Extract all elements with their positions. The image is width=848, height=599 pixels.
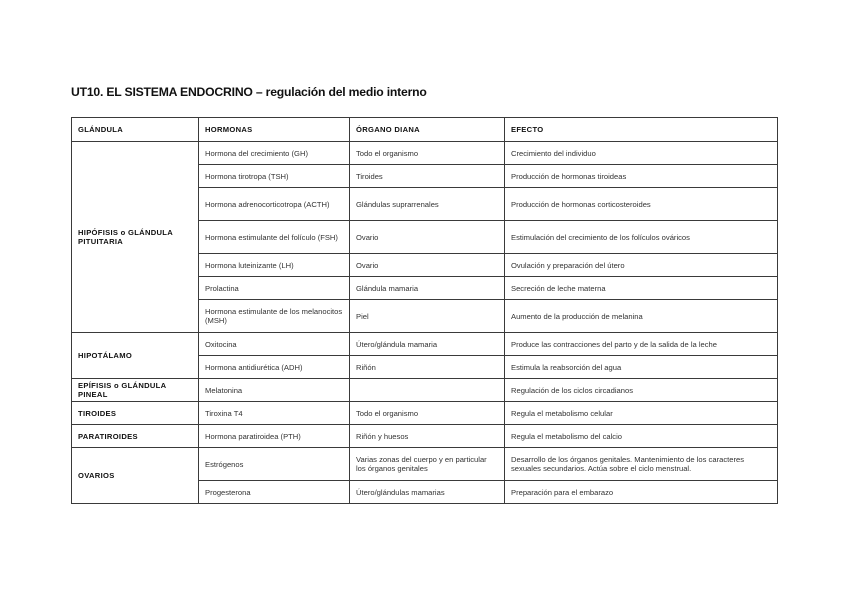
hormone-cell: Prolactina bbox=[199, 277, 350, 300]
page-title-main: UT10. EL SISTEMA ENDOCRINO bbox=[71, 85, 253, 99]
hormone-cell: Hormona luteinizante (LH) bbox=[199, 254, 350, 277]
effect-cell: Aumento de la producción de melanina bbox=[505, 300, 778, 333]
hormone-cell: Hormona antidiurética (ADH) bbox=[199, 356, 350, 379]
effect-cell: Regulación de los ciclos circadianos bbox=[505, 379, 778, 402]
effect-cell: Ovulación y preparación del útero bbox=[505, 254, 778, 277]
hormone-cell: Hormona del crecimiento (GH) bbox=[199, 142, 350, 165]
hormone-cell: Hormona estimulante de los melanocitos (MSH) bbox=[199, 300, 350, 333]
hormone-cell: Hormona paratiroidea (PTH) bbox=[199, 425, 350, 448]
gland-hipofisis: HIPÓFISIS o GLÁNDULA PITUITARIA bbox=[72, 142, 199, 333]
gland-epifisis: EPÍFISIS o GLÁNDULA PINEAL bbox=[72, 379, 199, 402]
table-row bbox=[72, 142, 778, 165]
target-organ-cell: Glándula mamaria bbox=[350, 277, 505, 300]
effect-cell: Secreción de leche materna bbox=[505, 277, 778, 300]
hormone-cell: Oxitocina bbox=[199, 333, 350, 356]
target-organ-cell: Ovario bbox=[350, 254, 505, 277]
target-organ-cell: Útero/glándulas mamarias bbox=[350, 481, 505, 504]
effect-cell: Estimulación del crecimiento de los folículos ováricos bbox=[505, 221, 778, 254]
hormone-cell: Hormona tirotropa (TSH) bbox=[199, 165, 350, 188]
target-organ-cell: Todo el organismo bbox=[350, 402, 505, 425]
table-row bbox=[72, 402, 778, 425]
hormone-cell: Hormona adrenocorticotropa (ACTH) bbox=[199, 188, 350, 221]
effect-cell: Crecimiento del individuo bbox=[505, 142, 778, 165]
target-organ-cell: Riñón y huesos bbox=[350, 425, 505, 448]
effect-cell: Regula el metabolismo del calcio bbox=[505, 425, 778, 448]
target-organ-cell: Ovario bbox=[350, 221, 505, 254]
table-row bbox=[72, 333, 778, 356]
effect-cell: Produce las contracciones del parto y de la salida de la leche bbox=[505, 333, 778, 356]
effect-cell: Estimula la reabsorción del agua bbox=[505, 356, 778, 379]
hormone-cell: Melatonina bbox=[199, 379, 350, 402]
gland-hipotalamo: HIPOTÁLAMO bbox=[72, 333, 199, 379]
gland-paratiroides: PARATIROIDES bbox=[72, 425, 199, 448]
table-row bbox=[72, 425, 778, 448]
target-organ-cell: Piel bbox=[350, 300, 505, 333]
effect-cell: Regula el metabolismo celular bbox=[505, 402, 778, 425]
target-organ-cell: Varias zonas del cuerpo y en particular los órganos genitales bbox=[350, 448, 505, 481]
gland-tiroides: TIROIDES bbox=[72, 402, 199, 425]
table-row bbox=[72, 379, 778, 402]
hormone-cell: Tiroxina T4 bbox=[199, 402, 350, 425]
target-organ-cell: Tiroides bbox=[350, 165, 505, 188]
gland-ovarios: OVARIOS bbox=[72, 448, 199, 504]
endocrine-table bbox=[71, 117, 778, 504]
effect-cell: Preparación para el embarazo bbox=[505, 481, 778, 504]
target-organ-cell: Glándulas suprarrenales bbox=[350, 188, 505, 221]
table-row bbox=[72, 448, 778, 481]
effect-cell: Producción de hormonas corticosteroides bbox=[505, 188, 778, 221]
table-header-row bbox=[72, 118, 778, 142]
target-organ-cell: Riñón bbox=[350, 356, 505, 379]
target-organ-cell: Todo el organismo bbox=[350, 142, 505, 165]
header-organo-diana: ÓRGANO DIANA bbox=[350, 118, 505, 142]
header-efecto: EFECTO bbox=[505, 118, 778, 142]
effect-cell: Desarrollo de los órganos genitales. Mantenimiento de los caracteres sexuales secundarios. Actúa sobre el ciclo menstrual. bbox=[505, 448, 778, 481]
page-title-subtitle: – regulación del medio interno bbox=[252, 85, 427, 99]
effect-cell: Producción de hormonas tiroideas bbox=[505, 165, 778, 188]
header-glandula: GLÁNDULA bbox=[72, 118, 199, 142]
target-organ-cell: Útero/glándula mamaria bbox=[350, 333, 505, 356]
header-hormonas: HORMONAS bbox=[199, 118, 350, 142]
hormone-cell: Estrógenos bbox=[199, 448, 350, 481]
target-organ-cell bbox=[350, 379, 505, 402]
page-title bbox=[71, 85, 427, 99]
hormone-cell: Hormona estimulante del folículo (FSH) bbox=[199, 221, 350, 254]
hormone-cell: Progesterona bbox=[199, 481, 350, 504]
